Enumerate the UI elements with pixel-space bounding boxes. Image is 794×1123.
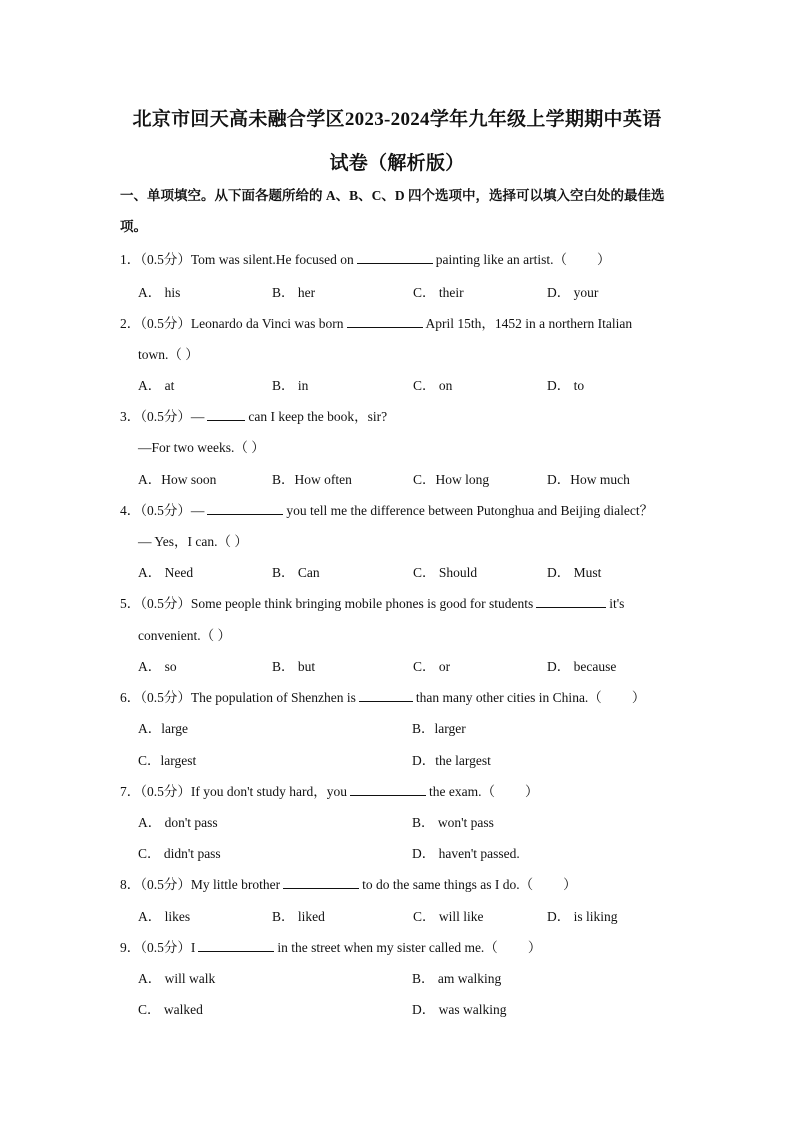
question-5-options <box>138 655 658 675</box>
section-heading: 一、单项填空。从下面各题所给的 A、B、C、D 四个选项中，选择可以填入空白处的最佳选项。 <box>120 188 665 234</box>
option-b[interactable]: B．How often <box>272 472 352 487</box>
answer-blank <box>207 502 283 515</box>
answer-blank <box>536 595 606 608</box>
answer-blank <box>283 876 359 889</box>
option-a[interactable]: A．large <box>138 721 188 736</box>
option-c[interactable]: C． on <box>413 378 453 393</box>
question-8-stem-post: to do the same things as I do.（ <box>362 877 534 892</box>
question-7-paren-close: ） <box>525 784 539 799</box>
question-9-stem-pre: 9．（0.5分）I <box>120 940 196 955</box>
option-a[interactable]: A．How soon <box>138 472 217 487</box>
question-1-stem-pre: 1．（0.5分）Tom was silent.He focused on <box>120 252 354 267</box>
option-c[interactable]: C． didn't pass <box>138 846 221 861</box>
question-2 <box>120 312 680 332</box>
option-b[interactable]: B． but <box>272 659 316 674</box>
question-6-paren-close: ） <box>631 690 646 705</box>
question-3-stem-post: can I keep the book，sir? <box>248 409 388 424</box>
question-2-continued: town.（ ） <box>138 347 199 362</box>
option-c[interactable]: C． their <box>413 285 464 300</box>
option-d[interactable]: D． is liking <box>547 909 618 924</box>
question-5-stem-pre: 5．（0.5分）Some people think bringing mobile phones is good for students <box>120 596 534 611</box>
question-1-stem-post: painting like an artist.（ <box>435 252 568 267</box>
answer-blank <box>198 939 274 952</box>
option-d[interactable]: D． was walking <box>412 1002 507 1017</box>
answer-blank <box>350 783 426 796</box>
question-9-paren-close: ） <box>527 940 542 955</box>
question-5 <box>120 592 680 612</box>
question-3-options <box>138 468 658 488</box>
question-3-continued: —For two weeks.（ ） <box>138 440 265 455</box>
question-8-options <box>138 905 658 925</box>
option-d[interactable]: D．How much <box>547 472 630 487</box>
question-9 <box>120 936 680 956</box>
option-d[interactable]: D． to <box>547 378 585 393</box>
question-4-options <box>138 561 658 581</box>
question-7-options-row1 <box>138 811 658 831</box>
question-7-stem-post: the exam.（ <box>429 784 496 799</box>
question-8-paren-close: ） <box>563 877 577 892</box>
question-1-options <box>138 281 658 301</box>
question-7 <box>120 780 680 800</box>
question-6-stem-post: than many other cities in China.（ <box>415 690 602 705</box>
question-6 <box>120 686 680 706</box>
option-a[interactable]: A． Need <box>138 565 194 580</box>
question-2-options <box>138 374 658 394</box>
option-b[interactable]: B．larger <box>412 721 466 736</box>
question-8-stem-pre: 8．（0.5分）My little brother <box>120 877 281 892</box>
question-6-options-row1 <box>138 717 658 737</box>
question-2-stem-pre: 2．（0.5分）Leonardo da Vinci was born <box>120 316 344 331</box>
question-3 <box>120 405 680 425</box>
option-c[interactable]: C． Should <box>413 565 478 580</box>
option-d[interactable]: D． because <box>547 659 617 674</box>
question-1 <box>120 248 680 268</box>
question-5-stem-post: it's <box>609 596 625 611</box>
option-c[interactable]: C．largest <box>138 753 197 768</box>
answer-blank <box>357 251 433 264</box>
question-6-stem-pre: 6．（0.5分）The population of Shenzhen is <box>120 690 356 705</box>
option-c[interactable]: C． or <box>413 659 451 674</box>
question-1-paren-close: ） <box>597 252 611 267</box>
option-d[interactable]: D． Must <box>547 565 602 580</box>
question-9-stem-post: in the street when my sister called me.（ <box>277 940 498 955</box>
option-c[interactable]: C．How long <box>413 472 490 487</box>
option-b[interactable]: B． won't pass <box>412 815 494 830</box>
answer-blank <box>359 689 413 702</box>
option-b[interactable]: B． Can <box>272 565 320 580</box>
question-2-stem-post: April 15th，1452 in a northern Italian <box>425 316 633 331</box>
question-5-continued: convenient.（ ） <box>138 628 231 643</box>
question-3-stem-pre: 3．（0.5分）— <box>120 409 205 424</box>
option-c[interactable]: C． walked <box>138 1002 203 1017</box>
option-d[interactable]: D．the largest <box>412 753 491 768</box>
question-4-continued: — Yes，I can.（ ） <box>138 534 248 549</box>
question-4-stem-pre: 4．（0.5分）— <box>120 503 205 518</box>
option-b[interactable]: B． her <box>272 285 316 300</box>
question-6-options-row2 <box>138 749 658 769</box>
option-b[interactable]: B． in <box>272 378 309 393</box>
option-a[interactable]: A． don't pass <box>138 815 218 830</box>
question-9-options-row2 <box>138 998 658 1018</box>
option-a[interactable]: A． will walk <box>138 971 216 986</box>
option-a[interactable]: A． so <box>138 659 177 674</box>
option-d[interactable]: D． your <box>547 285 599 300</box>
option-d[interactable]: D． haven't passed. <box>412 846 520 861</box>
answer-blank <box>347 315 423 328</box>
option-a[interactable]: A． at <box>138 378 175 393</box>
question-9-options-row1 <box>138 967 658 987</box>
option-c[interactable]: C． will like <box>413 909 484 924</box>
option-a[interactable]: A． his <box>138 285 181 300</box>
question-4-stem-post: you tell me the difference between Putonghua and Beijing dialect？ <box>286 503 654 518</box>
question-7-options-row2 <box>138 842 658 862</box>
option-b[interactable]: B． liked <box>272 909 325 924</box>
question-8 <box>120 873 680 893</box>
question-7-stem-pre: 7．（0.5分）If you don't study hard，you <box>120 784 348 799</box>
question-4 <box>120 499 680 519</box>
option-a[interactable]: A． likes <box>138 909 191 924</box>
page-title-line2: 试卷（解析版） <box>329 153 465 174</box>
page-title-line1: 北京市回天高未融合学区2023-2024学年九年级上学期期中英语 <box>132 109 662 130</box>
option-b[interactable]: B． am walking <box>412 971 502 986</box>
answer-blank <box>207 408 245 421</box>
